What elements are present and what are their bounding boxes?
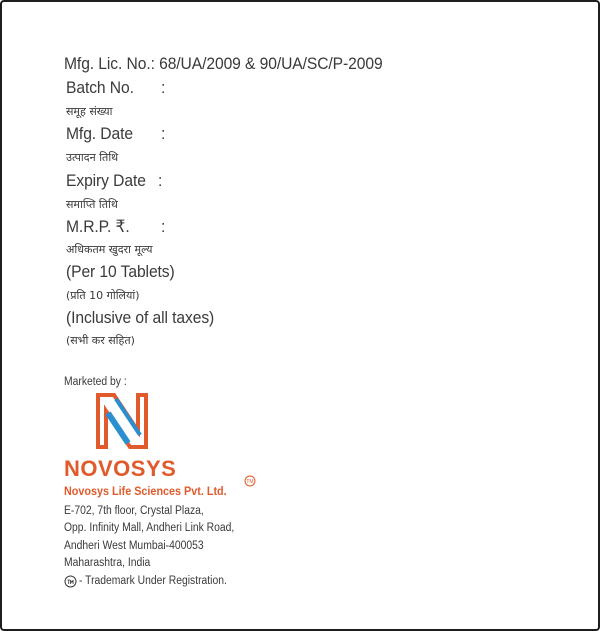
address-line-4: Maharashtra, India: [64, 557, 151, 569]
mfg-date-hindi: उत्पादन तिथि: [66, 151, 119, 164]
mrp-colon: :: [161, 217, 166, 236]
inclusive-taxes-text: (Inclusive of all taxes): [66, 308, 215, 327]
mrp-hindi: अधिकतम खुदरा मूल्य: [66, 243, 153, 256]
brand-name: NOVOSYS: [64, 456, 177, 481]
mfg-license-number: Mfg. Lic. No.: 68/UA/2009 & 90/UA/SC/P-2009: [64, 54, 383, 73]
per-tablets-hindi: (प्रति 10 गोलियां): [66, 289, 140, 302]
inclusive-taxes-hindi: (सभी कर सहित): [66, 334, 135, 347]
batch-number-hindi: समूह संख्या: [66, 105, 113, 118]
batch-number-colon: :: [161, 78, 166, 97]
mfg-date-label: Mfg. Date: [66, 124, 133, 143]
trademark-note-icon: [64, 575, 77, 588]
expiry-date-colon: :: [158, 171, 163, 190]
novosys-logo-icon: [94, 391, 150, 451]
mfg-date-colon: :: [161, 124, 166, 143]
expiry-date-hindi: समाप्ति तिथि: [66, 198, 118, 211]
trademark-note: - Trademark Under Registration.: [79, 575, 227, 587]
address-line-2: Opp. Infinity Mall, Andheri Link Road,: [64, 522, 235, 534]
trademark-symbol: TM: [246, 479, 254, 485]
mrp-label: M.R.P. ₹.: [66, 217, 130, 236]
batch-number-label: Batch No.: [66, 78, 134, 97]
expiry-date-label: Expiry Date: [66, 171, 146, 190]
company-name: Novosys Life Sciences Pvt. Ltd.: [64, 484, 227, 498]
marketed-by-heading: Marketed by :: [64, 376, 127, 388]
per-tablets-text: (Per 10 Tablets): [66, 262, 175, 281]
address-line-3: Andheri West Mumbai-400053: [64, 540, 204, 552]
address-line-1: E-702, 7th floor, Crystal Plaza,: [64, 505, 204, 517]
trademark-icon: [244, 475, 256, 487]
